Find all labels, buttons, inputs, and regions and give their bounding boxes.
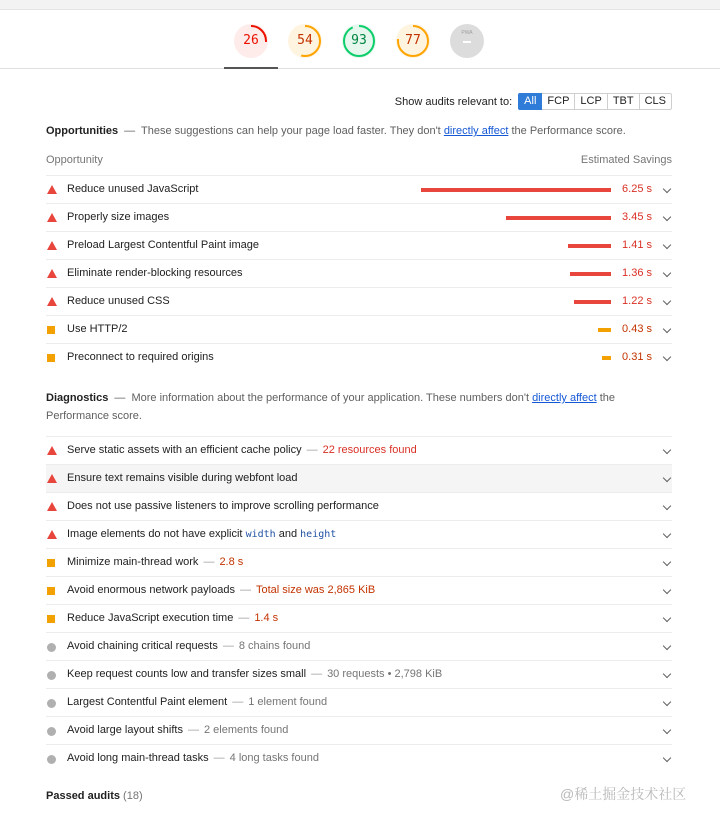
diagnostic-text xyxy=(67,549,243,576)
diagnostic-title: Largest Contentful Paint element xyxy=(67,696,228,708)
chevron-down-icon[interactable] xyxy=(663,213,671,221)
opportunities-header xyxy=(46,122,672,140)
diagnostics-title: Diagnostics xyxy=(46,392,109,404)
diagnostic-row[interactable] xyxy=(46,576,672,604)
diagnostics-header xyxy=(46,389,672,425)
fail-triangle-icon xyxy=(47,185,57,194)
opportunity-row[interactable] xyxy=(46,259,672,287)
filter-tbt-button[interactable]: TBT xyxy=(608,93,640,110)
separator-dash: — xyxy=(213,752,225,764)
info-circle-icon xyxy=(47,643,56,652)
and-text: and xyxy=(278,528,298,540)
diagnostic-detail: Total size was 2,865 KiB xyxy=(255,584,376,596)
dash: — xyxy=(124,125,136,137)
diagnostic-text xyxy=(67,493,379,520)
chevron-down-icon[interactable] xyxy=(663,474,671,482)
diagnostic-title: Image elements do not have explicit xyxy=(67,528,243,540)
directly-affect-link[interactable]: directly affect xyxy=(532,392,597,404)
filter-all-button[interactable]: All xyxy=(518,93,542,110)
opportunity-title: Properly size images xyxy=(67,211,170,223)
separator-dash: — xyxy=(187,724,199,736)
passed-audits-label: Passed audits xyxy=(46,790,120,802)
pwa-label: PWA xyxy=(461,30,473,36)
gauge-accessibility[interactable] xyxy=(288,24,322,58)
chevron-down-icon[interactable] xyxy=(663,698,671,706)
col-opportunity: Opportunity xyxy=(46,154,103,166)
savings-bar xyxy=(568,244,611,248)
chevron-down-icon[interactable] xyxy=(663,353,671,361)
estimated-savings-value: 1.41 s xyxy=(622,239,652,251)
diagnostics-description-end: the xyxy=(599,392,616,404)
chevron-down-icon[interactable] xyxy=(663,642,671,650)
opportunity-title: Reduce unused JavaScript xyxy=(67,183,199,195)
diagnostic-text xyxy=(67,521,336,548)
chevron-down-icon[interactable] xyxy=(663,502,671,510)
diagnostic-title: Avoid chaining critical requests xyxy=(67,640,218,652)
diagnostic-detail: 8 chains found xyxy=(238,640,311,652)
diagnostic-title: Avoid enormous network payloads xyxy=(67,584,235,596)
fail-triangle-icon xyxy=(47,297,57,306)
gauge-value: 54 xyxy=(297,33,313,48)
estimated-savings-value: 1.36 s xyxy=(622,267,652,279)
opportunity-title: Preload Largest Contentful Paint image xyxy=(67,239,260,251)
gauge-best-practices[interactable] xyxy=(342,24,376,58)
diagnostic-detail: 2.8 s xyxy=(219,556,244,568)
chevron-down-icon[interactable] xyxy=(663,614,671,622)
diagnostic-row[interactable] xyxy=(46,744,672,772)
info-circle-icon xyxy=(47,755,56,764)
pwa-dash-icon xyxy=(463,41,471,43)
diagnostic-detail: 2 elements found xyxy=(203,724,289,736)
info-circle-icon xyxy=(47,671,56,680)
gauge-seo[interactable] xyxy=(396,24,430,58)
chevron-down-icon[interactable] xyxy=(663,297,671,305)
diagnostic-text xyxy=(67,689,327,716)
gauge-value: 26 xyxy=(243,33,259,48)
diagnostic-text xyxy=(67,633,310,660)
diagnostic-row[interactable] xyxy=(46,548,672,576)
fail-triangle-icon xyxy=(47,213,57,222)
opportunity-row[interactable] xyxy=(46,343,672,371)
score-gauges xyxy=(0,11,720,69)
gauge-value: 93 xyxy=(351,33,367,48)
active-gauge-indicator xyxy=(224,67,278,69)
code-height: height xyxy=(300,529,337,540)
fail-triangle-icon xyxy=(47,269,57,278)
diagnostic-title: Avoid long main-thread tasks xyxy=(67,752,209,764)
diagnostic-row[interactable] xyxy=(46,520,672,548)
average-square-icon xyxy=(47,354,55,362)
diagnostic-row[interactable] xyxy=(46,716,672,744)
diagnostic-text xyxy=(67,717,288,744)
opportunity-title: Use HTTP/2 xyxy=(67,323,128,335)
savings-bar xyxy=(506,216,611,220)
diagnostic-text xyxy=(67,745,319,772)
filter-label: Show audits relevant to: xyxy=(394,95,513,108)
chevron-down-icon[interactable] xyxy=(663,185,671,193)
chevron-down-icon[interactable] xyxy=(663,558,671,566)
chevron-down-icon[interactable] xyxy=(663,241,671,249)
diagnostic-title: Keep request counts low and transfer sizes small xyxy=(67,668,307,680)
diagnostic-row[interactable] xyxy=(46,492,672,520)
diagnostic-detail: 30 requests • 2,798 KiB xyxy=(327,668,443,680)
chevron-down-icon[interactable] xyxy=(663,586,671,594)
opportunity-title: Eliminate render-blocking resources xyxy=(67,267,243,279)
diagnostic-text xyxy=(67,577,375,604)
fail-triangle-icon xyxy=(47,530,57,539)
opportunity-row[interactable] xyxy=(46,231,672,259)
separator-dash: — xyxy=(203,556,215,568)
diagnostic-row[interactable] xyxy=(46,464,672,492)
separator-dash: — xyxy=(306,444,318,456)
savings-bar xyxy=(570,272,611,276)
separator-dash: — xyxy=(239,584,251,596)
filter-fcp-button[interactable]: FCP xyxy=(542,93,575,110)
filter-cls-button[interactable]: CLS xyxy=(640,93,672,110)
separator-dash: — xyxy=(238,612,250,624)
estimated-savings-value: 3.45 s xyxy=(622,211,652,223)
diagnostic-title: Ensure text remains visible during webfont load xyxy=(67,472,298,484)
diagnostic-row[interactable] xyxy=(46,660,672,688)
separator-dash: — xyxy=(311,668,323,680)
chevron-down-icon[interactable] xyxy=(663,726,671,734)
opportunities-description: These suggestions can help your page load faster. They don't xyxy=(141,125,441,137)
diagnostic-detail: 4 long tasks found xyxy=(229,752,319,764)
average-square-icon xyxy=(47,326,55,334)
diagnostic-title: Minimize main-thread work xyxy=(67,556,199,568)
diagnostic-text xyxy=(67,437,417,464)
savings-bar xyxy=(421,188,611,192)
directly-affect-link[interactable]: directly affect xyxy=(443,125,509,137)
fail-triangle-icon xyxy=(47,446,57,455)
opportunity-row[interactable] xyxy=(46,315,672,343)
opportunity-title: Reduce unused CSS xyxy=(67,295,170,307)
chevron-down-icon[interactable] xyxy=(663,446,671,454)
chevron-down-icon[interactable] xyxy=(663,754,671,762)
diagnostics-description: More information about the performance of your application. These numbers don't xyxy=(131,392,529,404)
gauge-pwa[interactable] xyxy=(450,24,484,58)
diagnostic-text xyxy=(67,661,442,688)
opportunity-row[interactable] xyxy=(46,287,672,315)
separator-dash: — xyxy=(232,696,244,708)
opportunity-row[interactable] xyxy=(46,203,672,231)
diagnostic-title: Serve static assets with an efficient cache policy xyxy=(67,444,302,456)
estimated-savings-value: 0.31 s xyxy=(622,351,652,363)
metric-filter xyxy=(395,93,672,110)
passed-audits-toggle[interactable] xyxy=(46,790,143,802)
passed-audits-count: (18) xyxy=(123,790,143,802)
fail-triangle-icon xyxy=(47,474,57,483)
chevron-down-icon[interactable] xyxy=(663,325,671,333)
estimated-savings-value: 6.25 s xyxy=(622,183,652,195)
fail-triangle-icon xyxy=(47,241,57,250)
diagnostic-title: Does not use passive listeners to improve scrolling performance xyxy=(67,500,379,512)
diagnostic-row[interactable] xyxy=(46,436,672,464)
chevron-down-icon[interactable] xyxy=(663,670,671,678)
gauge-value: 77 xyxy=(405,33,421,48)
opportunity-row[interactable] xyxy=(46,175,672,203)
separator-dash: — xyxy=(222,640,234,652)
savings-bar xyxy=(602,356,611,360)
gauge-performance[interactable] xyxy=(234,24,268,58)
diagnostics-description-line2: Performance score. xyxy=(46,410,142,422)
watermark: @稀土掘金技术社区 xyxy=(560,786,687,802)
dash: — xyxy=(114,392,126,404)
chevron-down-icon[interactable] xyxy=(663,269,671,277)
estimated-savings-value: 0.43 s xyxy=(622,323,652,335)
diagnostic-row[interactable] xyxy=(46,688,672,716)
diagnostic-text xyxy=(67,465,298,492)
opportunity-title: Preconnect to required origins xyxy=(67,351,214,363)
info-circle-icon xyxy=(47,699,56,708)
col-estimated-savings: Estimated Savings xyxy=(580,154,672,166)
diagnostic-detail: 22 resources found xyxy=(322,444,417,456)
average-square-icon xyxy=(47,559,55,567)
diagnostic-row[interactable] xyxy=(46,632,672,660)
diagnostic-title: Avoid large layout shifts xyxy=(67,724,183,736)
opportunity-column-header xyxy=(46,154,672,166)
diagnostic-detail: 1 element found xyxy=(248,696,328,708)
average-square-icon xyxy=(47,587,55,595)
opportunities-title: Opportunities xyxy=(46,125,119,137)
estimated-savings-value: 1.22 s xyxy=(622,295,652,307)
fail-triangle-icon xyxy=(47,502,57,511)
average-square-icon xyxy=(47,615,55,623)
top-strip xyxy=(0,0,720,10)
info-circle-icon xyxy=(47,727,56,736)
diagnostic-detail: 1.4 s xyxy=(254,612,279,624)
diagnostic-row[interactable] xyxy=(46,604,672,632)
opportunities-description-end: the Performance score. xyxy=(511,125,626,137)
code-width: width xyxy=(245,529,276,540)
savings-bar xyxy=(598,328,611,332)
diagnostic-title: Reduce JavaScript execution time xyxy=(67,612,234,624)
savings-bar xyxy=(574,300,611,304)
filter-lcp-button[interactable]: LCP xyxy=(575,93,607,110)
diagnostic-text xyxy=(67,605,278,632)
chevron-down-icon[interactable] xyxy=(663,530,671,538)
